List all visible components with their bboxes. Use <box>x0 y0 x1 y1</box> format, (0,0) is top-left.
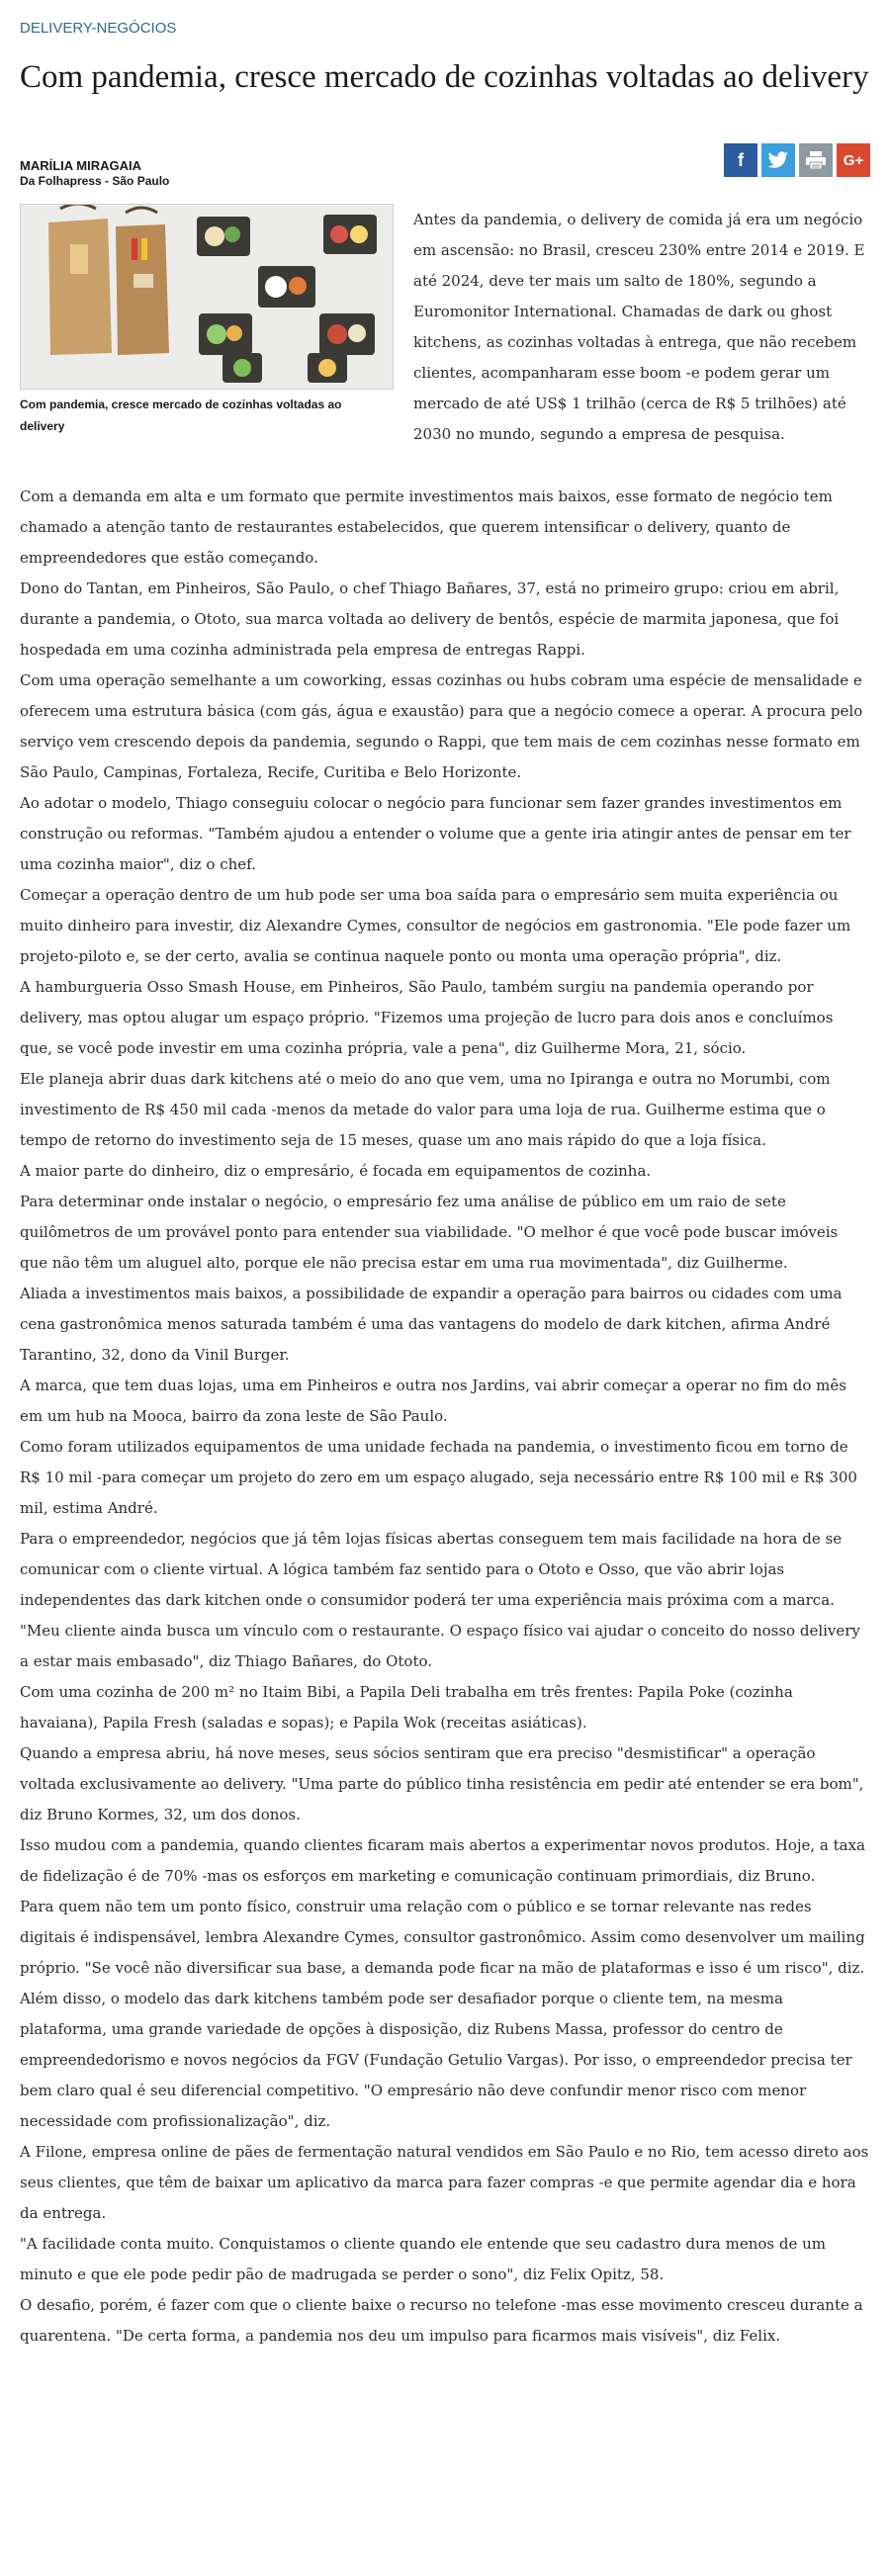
image-caption: Com pandemia, cresce mercado de cozinhas voltadas ao delivery <box>20 398 342 433</box>
section-label[interactable]: DELIVERY-NEGÓCIOS <box>20 20 177 37</box>
paragraph: O desafio, porém, é fazer com que o cliente baixe o recurso no telefone -mas esse movimento cresceu durante a quarentena. "De certa forma, a pandemia nos deu um impulso para ficarmos mais visíveis", diz Felix. <box>20 2296 863 2345</box>
article-title: Com pandemia, cresce mercado de cozinhas voltadas ao delivery <box>20 59 869 95</box>
twitter-share-button[interactable] <box>761 143 795 177</box>
google-plus-icon: G+ <box>843 151 864 169</box>
lead-paragraph: Antes da pandemia, o delivery de comida já era um negócio em ascensão: no Brasil, cresceu 230% entre 2014 e 2019. E até 2024, deve ter mais um salto de 180%, segundo a Euromonitor International. Chamadas de dark ou ghost kitchens, as cozinhas voltadas à entrega, que não recebem clientes, acompanharam esse boom -e podem gerar um mercado de até US$ 1 trilhão (cerca de R$ 5 trilhões) até 2030 no mundo, segundo a empresa de pesquisa. <box>413 211 865 443</box>
paragraph: Aliada a investimentos mais baixos, a possibilidade de expandir a operação para bairros ou cidades com uma cena gastronômica menos saturada também é uma das vantagens do modelo de dark kitchen, afirma André Tarantino, 32, dono da Vinil Burger. <box>20 1285 843 1364</box>
printer-icon <box>805 150 827 170</box>
article-photo[interactable] <box>20 204 394 390</box>
paragraph: Como foram utilizados equipamentos de uma unidade fechada na pandemia, o investimento ficou em torno de R$ 10 mil -para começar um projeto do zero em um espaço alugado, seja necessário entre R$ 100 mil e R$ 300 mil, estima André. <box>20 1438 857 1517</box>
paragraph: Com uma cozinha de 200 m² no Itaim Bibi, a Papila Deli trabalha em três frentes: Papila Poke (cozinha havaiana), Papila Fresh (saladas e sopas); e Papila Wok (receitas asiáticas). <box>20 1683 793 1732</box>
paragraph: Isso mudou com a pandemia, quando clientes ficaram mais abertos a experimentar novos produtos. Hoje, a taxa de fidelização é de 70% -mas os esforços em marketing e comunicação continuam primordiais, diz Bruno. <box>20 1836 865 1885</box>
facebook-icon: f <box>738 149 744 170</box>
paragraph: Para determinar onde instalar o negócio, o empresário fez uma análise de público em um raio de sete quilômetros de um provável ponto para entender sua viabilidade. "O melhor é que você pode buscar imóveis que não têm um aluguel alto, porque ele não precisa estar em uma rua movimentada", diz Guilherme. <box>20 1193 839 1272</box>
paragraph: Ao adotar o modelo, Thiago conseguiu colocar o negócio para funcionar sem fazer grandes investimentos em construção ou reformas. "Também ajudou a entender o volume que a gente iria atingir antes de pensar em ter uma cozinha maior", diz o chef. <box>20 794 851 873</box>
paragraph: Quando a empresa abriu, há nove meses, seus sócios sentiram que era preciso "desmistificar" a operação voltada exclusivamente ao delivery. "Uma parte do público tinha resistência em pedir até entender se era bom", diz Bruno Kormes, 32, um dos donos. <box>20 1744 864 1823</box>
food-containers-image <box>21 205 393 389</box>
google-plus-share-button[interactable] <box>837 143 870 177</box>
paragraph: Com a demanda em alta e um formato que permite investimentos mais baixos, esse formato de negócio tem chamado a atenção tanto de restaurantes estabelecidos, que querem intensificar o delivery, quanto de empreendedores que estão começando. <box>20 488 833 567</box>
article-figure <box>20 204 396 437</box>
author-name: MARÍLIA MIRAGAIA <box>20 158 142 173</box>
paragraph: Ele planeja abrir duas dark kitchens até o meio do ano que vem, uma no Ipiranga e outra no Morumbi, com investimento de R$ 450 mil cada -menos da metade do valor para uma loja de rua. Guilherme estima que o tempo de retorno do investimento seja de 15 meses, quase um ano mais rápido do que a loja física. <box>20 1070 831 1149</box>
paragraph: Com uma operação semelhante a um coworking, essas cozinhas ou hubs cobram uma espécie de mensalidade e oferecem uma estrutura básica (com gás, água e exaustão) para que a negócio comece a operar. A procura pelo serviço vem crescendo depois da pandemia, segundo o Rappi, que tem mais de cem cozinhas nesse formato em São Paulo, Campinas, Fortaleza, Recife, Curitiba e Belo Horizonte. <box>20 671 863 781</box>
paragraph: "A facilidade conta muito. Conquistamos o cliente quando ele entende que seu cadastro dura menos de um minuto e que ele pode pedir pão de madrugada se perder o sono", diz Felix Opitz, 58. <box>20 2235 827 2283</box>
article-body <box>20 482 870 2352</box>
facebook-share-button[interactable] <box>724 143 757 177</box>
paragraph: Dono do Tantan, em Pinheiros, São Paulo, o chef Thiago Bañares, 37, está no primeiro grupo: criou em abril, durante a pandemia, o Ototo, sua marca voltada ao delivery de bentôs, espécie de marmita japonesa, que foi hospedada em uma cozinha administrada pela empresa de entregas Rappi. <box>20 579 840 659</box>
paragraph: Para o empreendedor, negócios que já têm lojas físicas abertas conseguem tem mais facilidade na hora de se comunicar com o cliente virtual. A lógica também faz sentido para o Ototo e Osso, que vão abrir lojas independentes das dark kitchen onde o consumidor poderá ter uma experiência mais próxima com a marca. <box>20 1530 843 1609</box>
paragraph: Além disso, o modelo das dark kitchens também pode ser desafiador porque o cliente tem, na mesma plataforma, uma grande variedade de opções à disposição, diz Rubens Massa, professor do centro de empreendedorismo e novos negócios da FGV (Fundação Getulio Vargas). Por isso, o empreendedor precisa ter bem claro qual é seu diferencial competitivo. "O empresário não deve confundir menor risco com menor necessidade com profissionalização", diz. <box>20 1990 852 2130</box>
paragraph: A marca, que tem duas lojas, uma em Pinheiros e outra nos Jardins, vai abrir começar a operar no fim do mês em um hub na Mooca, bairro da zona leste de São Paulo. <box>20 1377 846 1425</box>
paragraph: A maior parte do dinheiro, diz o empresário, é focada em equipamentos de cozinha. <box>20 1162 652 1180</box>
author-agency: Da Folhapress - São Paulo <box>20 174 170 188</box>
twitter-icon <box>767 151 789 169</box>
paragraph: Começar a operação dentro de um hub pode ser uma boa saída para o empresário sem muita experiência ou muito dinheiro para investir, diz Alexandre Cymes, consultor de negócios em gastronomia. "Ele pode fazer um projeto-piloto e, se der certo, avalia se continua naquele ponto ou monta uma operação própria", diz. <box>20 886 851 965</box>
paragraph: Para quem não tem um ponto físico, construir uma relação com o público e se tornar relevante nas redes digitais é indispensável, lembra Alexandre Cymes, consultor gastronômico. Assim como desenvolver um mailing próprio. "Se você não diversificar sua base, a demanda pode ficar na mão de plataformas e isso é um risco", diz. <box>20 1898 865 1977</box>
paragraph: A hamburgueria Osso Smash House, em Pinheiros, São Paulo, também surgiu na pandemia operando por delivery, mas optou alugar um espaço próprio. "Fizemos uma projeção de lucro para dois anos e concluímos que, se você pode investir em uma cozinha própria, vale a pena", diz Guilherme Mora, 21, sócio. <box>20 978 834 1057</box>
paragraph: "Meu cliente ainda busca um vínculo com o restaurante. O espaço físico vai ajudar o conceito do nosso delivery a estar mais embasado", diz Thiago Bañares, do Ototo. <box>20 1622 860 1670</box>
paragraph: A Filone, empresa online de pães de fermentação natural vendidos em São Paulo e no Rio, tem acesso direto aos seus clientes, que têm de baixar um aplicativo da marca para fazer compras -e que permite agendar dia e hora da entrega. <box>20 2143 869 2222</box>
share-bar <box>724 143 870 177</box>
print-button[interactable] <box>799 143 833 177</box>
